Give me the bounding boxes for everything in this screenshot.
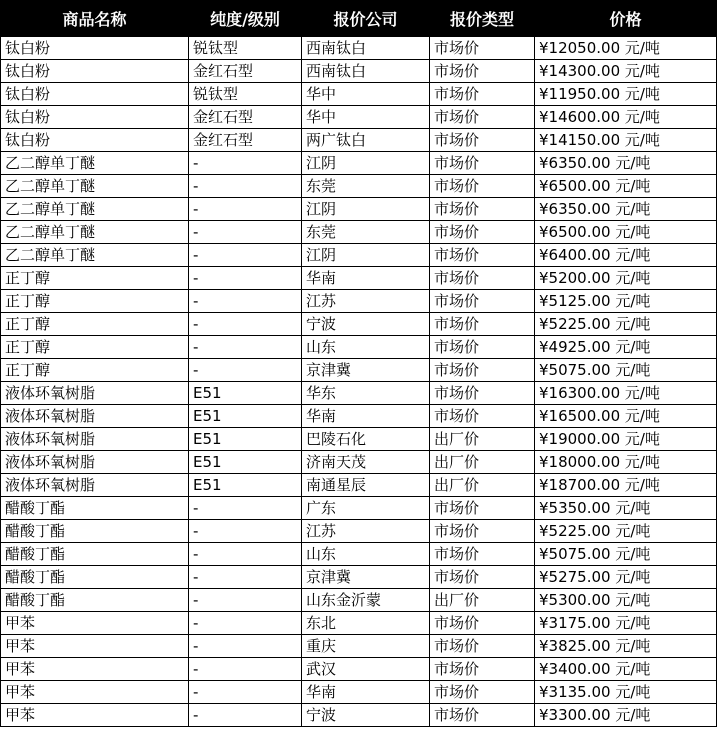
table-row <box>1 336 717 359</box>
cell-quote-company: 江阴 <box>302 152 430 175</box>
cell-quote-type: 市场价 <box>430 83 535 106</box>
cell-price: ¥12050.00 元/吨 <box>535 37 717 60</box>
cell-product-name: 醋酸丁酯 <box>1 520 189 543</box>
cell-price: ¥3300.00 元/吨 <box>535 704 717 727</box>
cell-grade: E51 <box>189 428 302 451</box>
cell-product-name: 乙二醇单丁醚 <box>1 221 189 244</box>
cell-quote-type: 市场价 <box>430 359 535 382</box>
cell-grade: - <box>189 589 302 612</box>
cell-grade: - <box>189 704 302 727</box>
cell-quote-company: 华南 <box>302 681 430 704</box>
cell-quote-company: 华南 <box>302 405 430 428</box>
cell-quote-type: 市场价 <box>430 336 535 359</box>
cell-product-name: 醋酸丁酯 <box>1 497 189 520</box>
cell-price: ¥5300.00 元/吨 <box>535 589 717 612</box>
cell-quote-company: 京津冀 <box>302 359 430 382</box>
cell-grade: - <box>189 658 302 681</box>
cell-product-name: 液体环氧树脂 <box>1 474 189 497</box>
cell-price: ¥11950.00 元/吨 <box>535 83 717 106</box>
cell-quote-company: 京津冀 <box>302 566 430 589</box>
cell-product-name: 乙二醇单丁醚 <box>1 175 189 198</box>
cell-quote-company: 南通星辰 <box>302 474 430 497</box>
cell-price: ¥5225.00 元/吨 <box>535 520 717 543</box>
cell-price: ¥3135.00 元/吨 <box>535 681 717 704</box>
cell-quote-type: 市场价 <box>430 267 535 290</box>
table-row <box>1 635 717 658</box>
cell-quote-company: 宁波 <box>302 313 430 336</box>
table-row <box>1 451 717 474</box>
table-row <box>1 175 717 198</box>
cell-grade: - <box>189 497 302 520</box>
table-row <box>1 704 717 727</box>
table-row <box>1 382 717 405</box>
table-row <box>1 313 717 336</box>
header-quote-type: 报价类型 <box>430 1 535 37</box>
cell-quote-company: 江苏 <box>302 520 430 543</box>
cell-price: ¥6350.00 元/吨 <box>535 198 717 221</box>
cell-grade: - <box>189 313 302 336</box>
cell-price: ¥5125.00 元/吨 <box>535 290 717 313</box>
cell-grade: - <box>189 336 302 359</box>
cell-product-name: 乙二醇单丁醚 <box>1 244 189 267</box>
cell-quote-type: 市场价 <box>430 60 535 83</box>
cell-quote-company: 江阴 <box>302 198 430 221</box>
cell-quote-type: 市场价 <box>430 612 535 635</box>
cell-quote-type: 出厂价 <box>430 589 535 612</box>
cell-price: ¥14150.00 元/吨 <box>535 129 717 152</box>
cell-quote-type: 市场价 <box>430 313 535 336</box>
cell-quote-type: 出厂价 <box>430 474 535 497</box>
cell-price: ¥14300.00 元/吨 <box>535 60 717 83</box>
table-row <box>1 566 717 589</box>
cell-price: ¥16500.00 元/吨 <box>535 405 717 428</box>
cell-quote-type: 市场价 <box>430 566 535 589</box>
cell-product-name: 乙二醇单丁醚 <box>1 198 189 221</box>
header-price: 价格 <box>535 1 717 37</box>
cell-quote-company: 山东 <box>302 336 430 359</box>
table-row <box>1 612 717 635</box>
table-row <box>1 589 717 612</box>
cell-quote-type: 市场价 <box>430 382 535 405</box>
table-row <box>1 543 717 566</box>
table-row <box>1 497 717 520</box>
cell-quote-company: 武汉 <box>302 658 430 681</box>
cell-grade: - <box>189 635 302 658</box>
cell-grade: - <box>189 221 302 244</box>
cell-quote-company: 西南钛白 <box>302 60 430 83</box>
cell-quote-type: 出厂价 <box>430 451 535 474</box>
cell-quote-type: 市场价 <box>430 175 535 198</box>
cell-price: ¥6500.00 元/吨 <box>535 221 717 244</box>
cell-grade: - <box>189 152 302 175</box>
table-row <box>1 198 717 221</box>
table-row <box>1 359 717 382</box>
cell-quote-company: 东莞 <box>302 221 430 244</box>
cell-product-name: 醋酸丁酯 <box>1 566 189 589</box>
cell-grade: - <box>189 244 302 267</box>
table-row <box>1 428 717 451</box>
cell-quote-type: 市场价 <box>430 221 535 244</box>
cell-grade: 锐钛型 <box>189 37 302 60</box>
cell-quote-type: 出厂价 <box>430 428 535 451</box>
cell-quote-company: 山东金沂蒙 <box>302 589 430 612</box>
cell-quote-company: 江苏 <box>302 290 430 313</box>
cell-product-name: 甲苯 <box>1 704 189 727</box>
cell-grade: E51 <box>189 451 302 474</box>
cell-grade: E51 <box>189 405 302 428</box>
cell-product-name: 乙二醇单丁醚 <box>1 152 189 175</box>
table-row <box>1 37 717 60</box>
cell-product-name: 醋酸丁酯 <box>1 543 189 566</box>
cell-grade: - <box>189 543 302 566</box>
cell-grade: - <box>189 175 302 198</box>
cell-price: ¥18700.00 元/吨 <box>535 474 717 497</box>
cell-product-name: 正丁醇 <box>1 290 189 313</box>
cell-price: ¥5225.00 元/吨 <box>535 313 717 336</box>
cell-product-name: 甲苯 <box>1 681 189 704</box>
table-row <box>1 405 717 428</box>
cell-quote-type: 市场价 <box>430 129 535 152</box>
cell-price: ¥14600.00 元/吨 <box>535 106 717 129</box>
cell-quote-type: 市场价 <box>430 497 535 520</box>
table-row <box>1 520 717 543</box>
cell-quote-type: 市场价 <box>430 290 535 313</box>
cell-grade: E51 <box>189 382 302 405</box>
cell-quote-company: 西南钛白 <box>302 37 430 60</box>
cell-price: ¥18000.00 元/吨 <box>535 451 717 474</box>
table-row <box>1 221 717 244</box>
table-row <box>1 267 717 290</box>
cell-quote-type: 市场价 <box>430 106 535 129</box>
cell-product-name: 正丁醇 <box>1 267 189 290</box>
cell-grade: 金红石型 <box>189 60 302 83</box>
table-row <box>1 83 717 106</box>
cell-product-name: 液体环氧树脂 <box>1 428 189 451</box>
cell-product-name: 液体环氧树脂 <box>1 382 189 405</box>
cell-price: ¥4925.00 元/吨 <box>535 336 717 359</box>
table-header-row <box>1 1 717 37</box>
cell-quote-company: 东莞 <box>302 175 430 198</box>
cell-price: ¥16300.00 元/吨 <box>535 382 717 405</box>
cell-price: ¥5075.00 元/吨 <box>535 543 717 566</box>
cell-product-name: 甲苯 <box>1 658 189 681</box>
cell-product-name: 钛白粉 <box>1 37 189 60</box>
header-product-name: 商品名称 <box>1 1 189 37</box>
cell-quote-type: 市场价 <box>430 520 535 543</box>
table-row <box>1 244 717 267</box>
cell-grade: E51 <box>189 474 302 497</box>
cell-quote-company: 重庆 <box>302 635 430 658</box>
cell-quote-company: 江阴 <box>302 244 430 267</box>
cell-price: ¥5200.00 元/吨 <box>535 267 717 290</box>
cell-grade: 金红石型 <box>189 106 302 129</box>
cell-price: ¥6500.00 元/吨 <box>535 175 717 198</box>
table-row <box>1 60 717 83</box>
cell-product-name: 钛白粉 <box>1 83 189 106</box>
cell-quote-type: 市场价 <box>430 198 535 221</box>
cell-grade: - <box>189 359 302 382</box>
table-row <box>1 152 717 175</box>
cell-product-name: 液体环氧树脂 <box>1 405 189 428</box>
cell-price: ¥3175.00 元/吨 <box>535 612 717 635</box>
table-row <box>1 129 717 152</box>
cell-quote-type: 市场价 <box>430 658 535 681</box>
table-row <box>1 658 717 681</box>
cell-grade: - <box>189 612 302 635</box>
cell-price: ¥3400.00 元/吨 <box>535 658 717 681</box>
header-grade: 纯度/级别 <box>189 1 302 37</box>
cell-grade: - <box>189 198 302 221</box>
cell-price: ¥3825.00 元/吨 <box>535 635 717 658</box>
cell-quote-company: 东北 <box>302 612 430 635</box>
cell-price: ¥5075.00 元/吨 <box>535 359 717 382</box>
cell-price: ¥5275.00 元/吨 <box>535 566 717 589</box>
cell-product-name: 甲苯 <box>1 635 189 658</box>
cell-quote-type: 市场价 <box>430 635 535 658</box>
cell-quote-type: 市场价 <box>430 244 535 267</box>
cell-quote-company: 巴陵石化 <box>302 428 430 451</box>
cell-quote-company: 华中 <box>302 106 430 129</box>
cell-grade: - <box>189 566 302 589</box>
cell-quote-type: 市场价 <box>430 543 535 566</box>
cell-quote-company: 华东 <box>302 382 430 405</box>
cell-quote-company: 宁波 <box>302 704 430 727</box>
cell-grade: - <box>189 681 302 704</box>
cell-quote-type: 市场价 <box>430 405 535 428</box>
cell-quote-company: 广东 <box>302 497 430 520</box>
table-body <box>1 37 717 727</box>
cell-grade: 锐钛型 <box>189 83 302 106</box>
cell-quote-type: 市场价 <box>430 37 535 60</box>
cell-price: ¥19000.00 元/吨 <box>535 428 717 451</box>
cell-product-name: 甲苯 <box>1 612 189 635</box>
cell-quote-type: 市场价 <box>430 681 535 704</box>
table-row <box>1 106 717 129</box>
cell-quote-company: 山东 <box>302 543 430 566</box>
cell-price: ¥6400.00 元/吨 <box>535 244 717 267</box>
cell-product-name: 正丁醇 <box>1 313 189 336</box>
cell-price: ¥6350.00 元/吨 <box>535 152 717 175</box>
cell-product-name: 正丁醇 <box>1 336 189 359</box>
cell-quote-type: 市场价 <box>430 704 535 727</box>
cell-grade: - <box>189 520 302 543</box>
cell-product-name: 钛白粉 <box>1 106 189 129</box>
cell-quote-company: 济南天茂 <box>302 451 430 474</box>
cell-product-name: 钛白粉 <box>1 129 189 152</box>
table-row <box>1 290 717 313</box>
cell-grade: - <box>189 290 302 313</box>
cell-product-name: 液体环氧树脂 <box>1 451 189 474</box>
cell-product-name: 正丁醇 <box>1 359 189 382</box>
table-row <box>1 474 717 497</box>
cell-quote-company: 华中 <box>302 83 430 106</box>
cell-product-name: 醋酸丁酯 <box>1 589 189 612</box>
cell-price: ¥5350.00 元/吨 <box>535 497 717 520</box>
cell-quote-type: 市场价 <box>430 152 535 175</box>
cell-product-name: 钛白粉 <box>1 60 189 83</box>
cell-grade: - <box>189 267 302 290</box>
header-quote-company: 报价公司 <box>302 1 430 37</box>
cell-quote-company: 华南 <box>302 267 430 290</box>
cell-quote-company: 两广钛白 <box>302 129 430 152</box>
table-row <box>1 681 717 704</box>
cell-grade: 金红石型 <box>189 129 302 152</box>
